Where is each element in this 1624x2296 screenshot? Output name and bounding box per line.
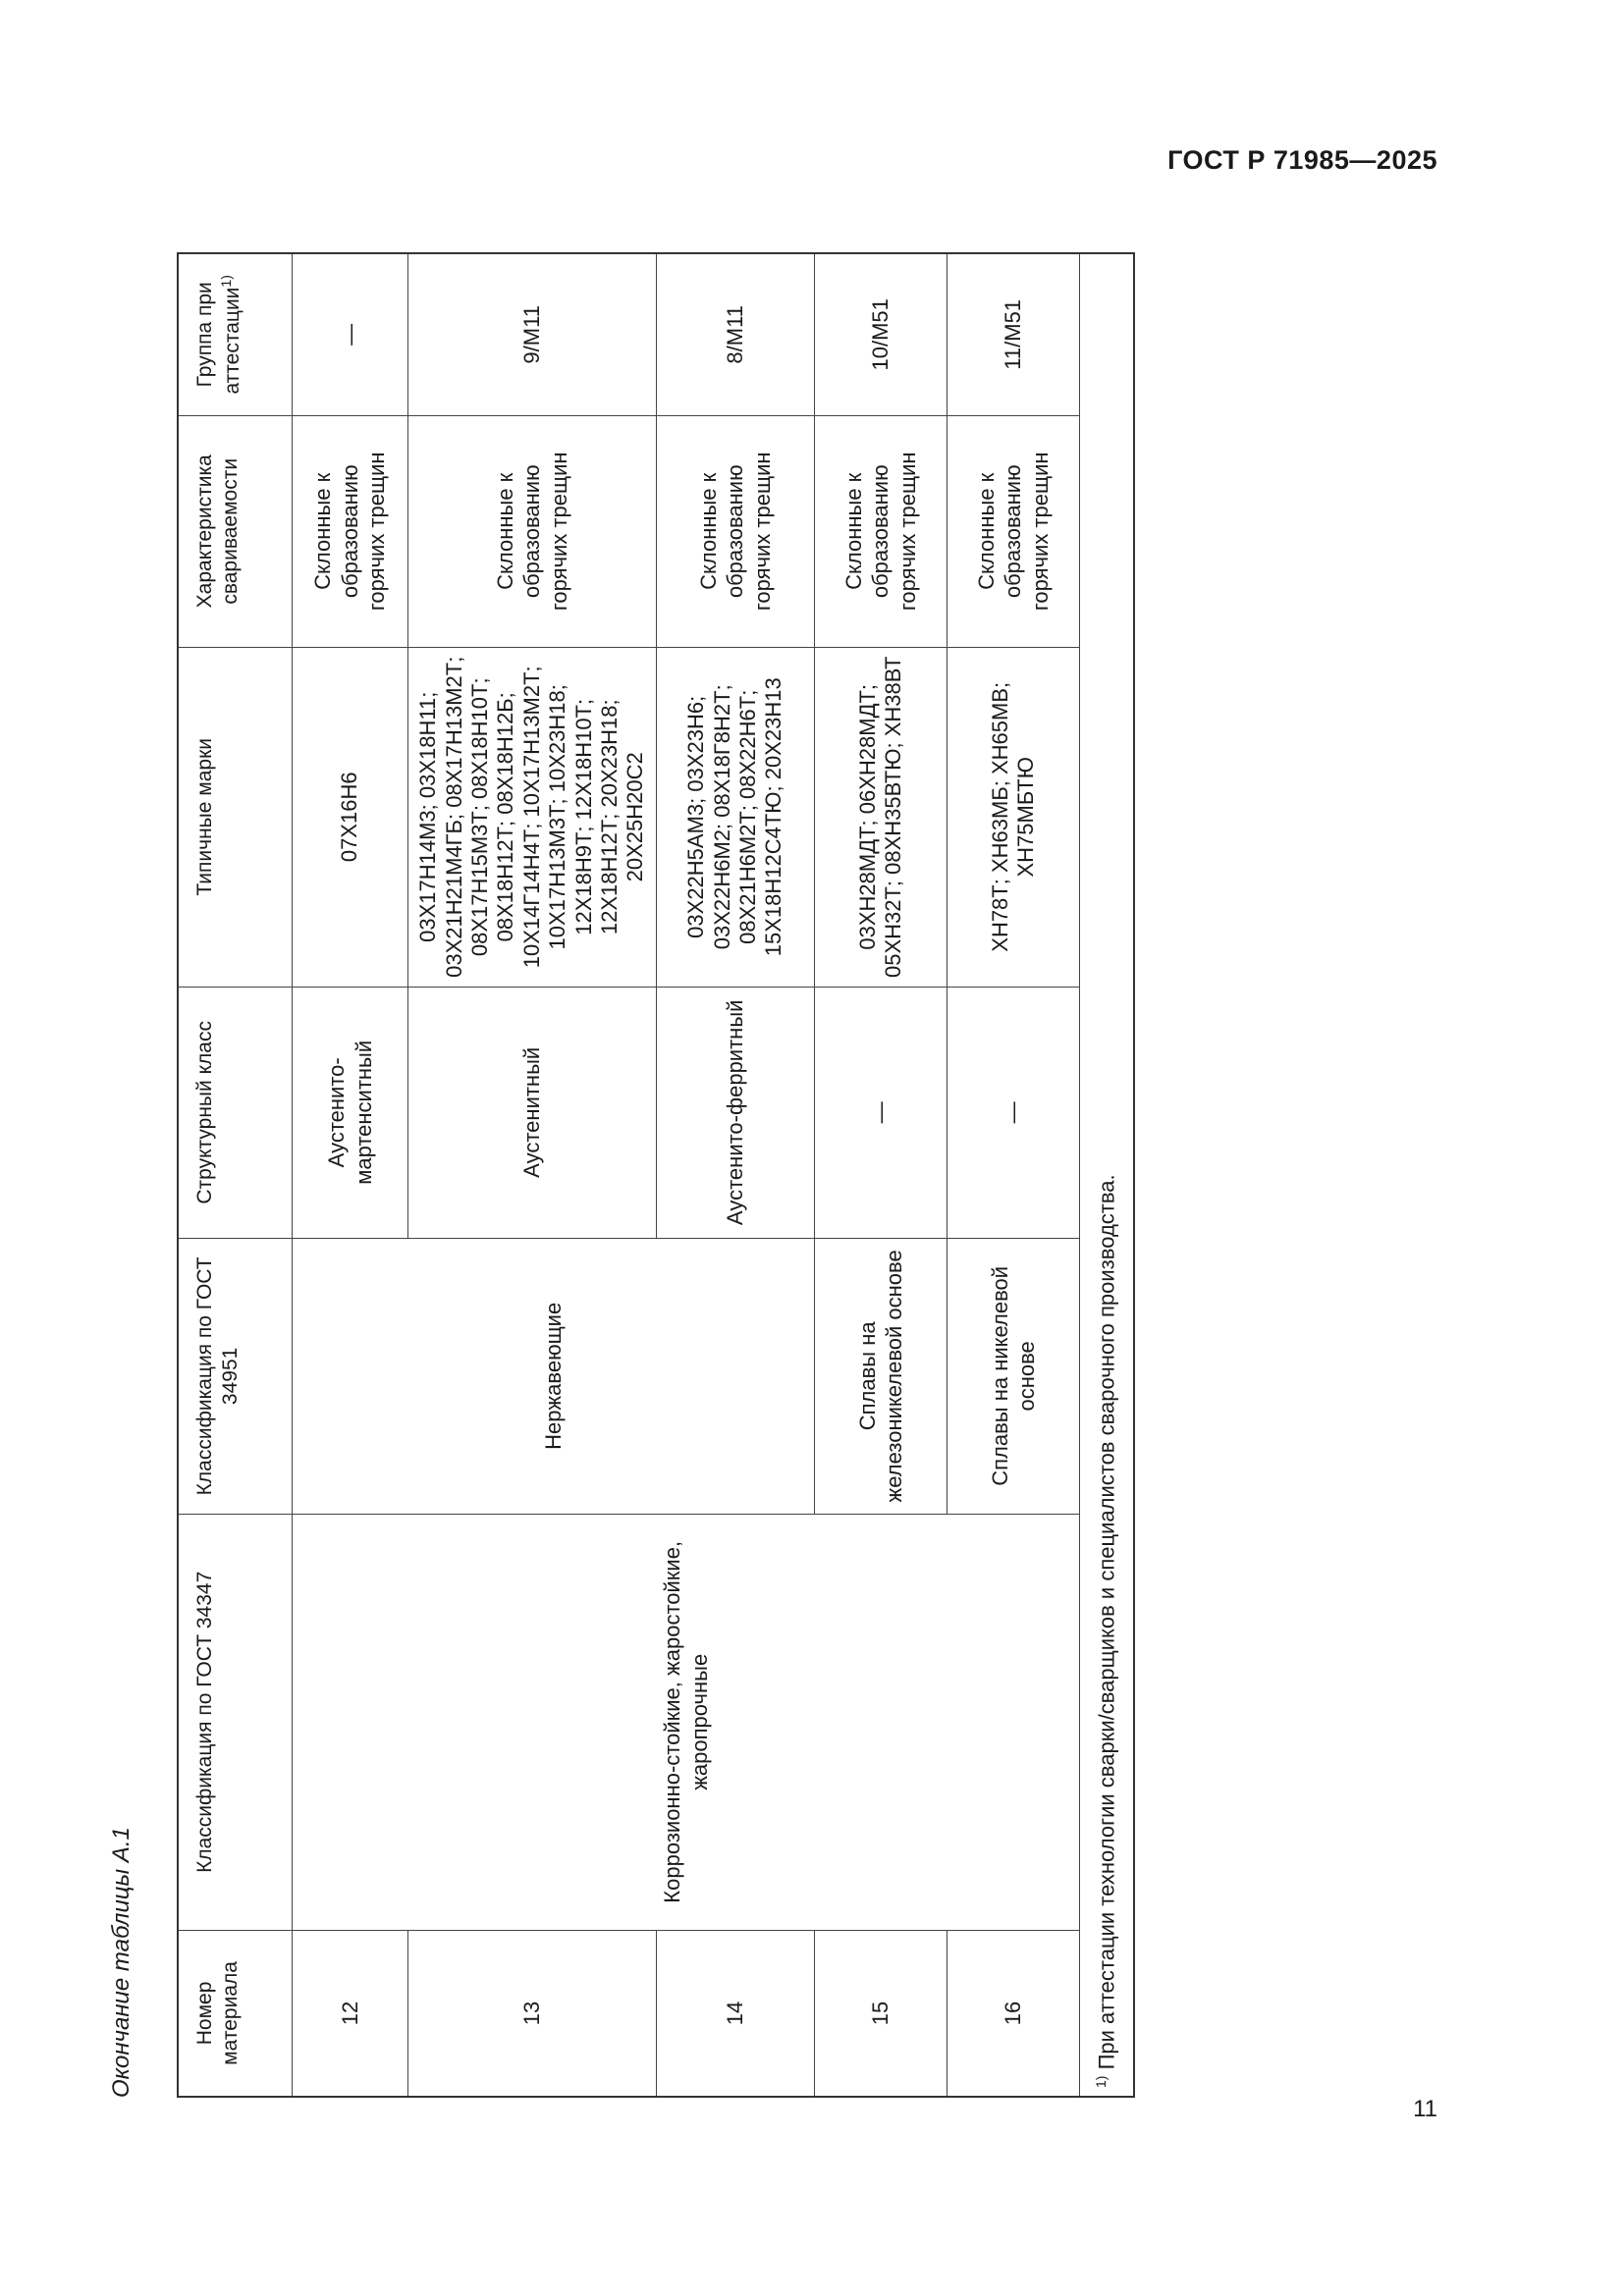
materials-table [177,252,1135,2098]
header-weldability: Характеристика свариваемости [178,415,293,647]
rotated-table-area [108,208,1247,2098]
cell-grades: 07Х16Н6 [293,647,408,987]
header-material-number: Номер материала [178,1930,293,2097]
table-footnote [1080,253,1135,2097]
cell-group: — [293,253,408,415]
header-gost-34951: Классификация по ГОСТ 34951 [178,1238,293,1514]
cell-group: 9/M11 [408,253,657,415]
table-footnote-row [1080,253,1135,2097]
cell-number: 12 [293,1930,408,2097]
cell-number: 15 [815,1930,947,2097]
cell-structural-class: — [947,987,1080,1238]
cell-number: 16 [947,1930,1080,2097]
cell-weldability: Склонные к образованию горячих трещин [408,415,657,647]
cell-structural-class: — [815,987,947,1238]
cell-weldability: Склонные к образованию горячих трещин [947,415,1080,647]
cell-gost34951: Сплавы на никелевой основе [947,1238,1080,1514]
cell-gost34347-group: Коррозионно-стойкие, жаростойкие, жаропрочные [293,1514,1080,1930]
cell-stainless: Нержавеющие [293,1238,815,1514]
page-number: 11 [1413,2096,1437,2122]
cell-structural-class: Аустенито-мартенситный [293,987,408,1238]
footnote-mark: 1) [1093,2075,1110,2088]
cell-structural-class: Аустенито-ферритный [657,987,815,1238]
header-structural-class: Структурный класс [178,987,293,1238]
header-attestation-group-text: Группа при аттестации [193,282,244,395]
table-header-row [178,253,293,2097]
cell-weldability: Склонные к образованию горячих трещин [293,415,408,647]
footnote-marker: 1) [218,275,235,288]
table-caption: Окончание таблицы А.1 [108,1827,135,2098]
header-typical-grades: Типичные марки [178,647,293,987]
cell-weldability: Склонные к образованию горячих трещин [815,415,947,647]
cell-grades: 03Х22Н5АМ3; 03Х23Н6; 03Х22Н6М2; 08Х18Г8Н2Т; 08Х21Н6М2Т; 08Х22Н6Т; 15Х18Н12С4ТЮ; 20Х23Н13 [657,647,815,987]
header-attestation-group [178,253,293,415]
cell-group: 11/M51 [947,253,1080,415]
footnote-text: При аттестации технологии сварки/сварщиков и специалистов сварочного производства. [1094,1174,1119,2070]
cell-group: 10/M51 [815,253,947,415]
cell-structural-class: Аустенитный [408,987,657,1238]
cell-grades: ХН78Т; ХН63МБ; ХН65МВ; ХН75МБТЮ [947,647,1080,987]
cell-grades: 03Х17Н14М3; 03Х18Н11; 03Х21Н21М4ГБ; 08Х17Н13М2Т; 08Х17Н15М3Т; 08Х18Н10Т; 08Х18Н12Т; 08Х18Н12Б; 10Х14Г14Н4Т; 10Х17Н13М2Т; 10Х17Н13М3Т; 10Х23Н18; 12Х18Н9Т; 12Х18Н10Т; 12Х18Н12Т; 20Х23Н18; 20Х25Н20С2 [408,647,657,987]
table-row [293,253,408,2097]
cell-number: 13 [408,1930,657,2097]
header-gost-34347: Классификация по ГОСТ 34347 [178,1514,293,1930]
cell-gost34951: Сплавы на железоникелевой основе [815,1238,947,1514]
cell-group: 8/M11 [657,253,815,415]
cell-number: 14 [657,1930,815,2097]
document-code: ГОСТ Р 71985—2025 [1167,145,1437,175]
cell-weldability: Склонные к образованию горячих трещин [657,415,815,647]
cell-grades: 03ХН28МДТ; 06ХН28МДТ; 05ХН32Т; 08ХН35ВТЮ; ХН38ВТ [815,647,947,987]
